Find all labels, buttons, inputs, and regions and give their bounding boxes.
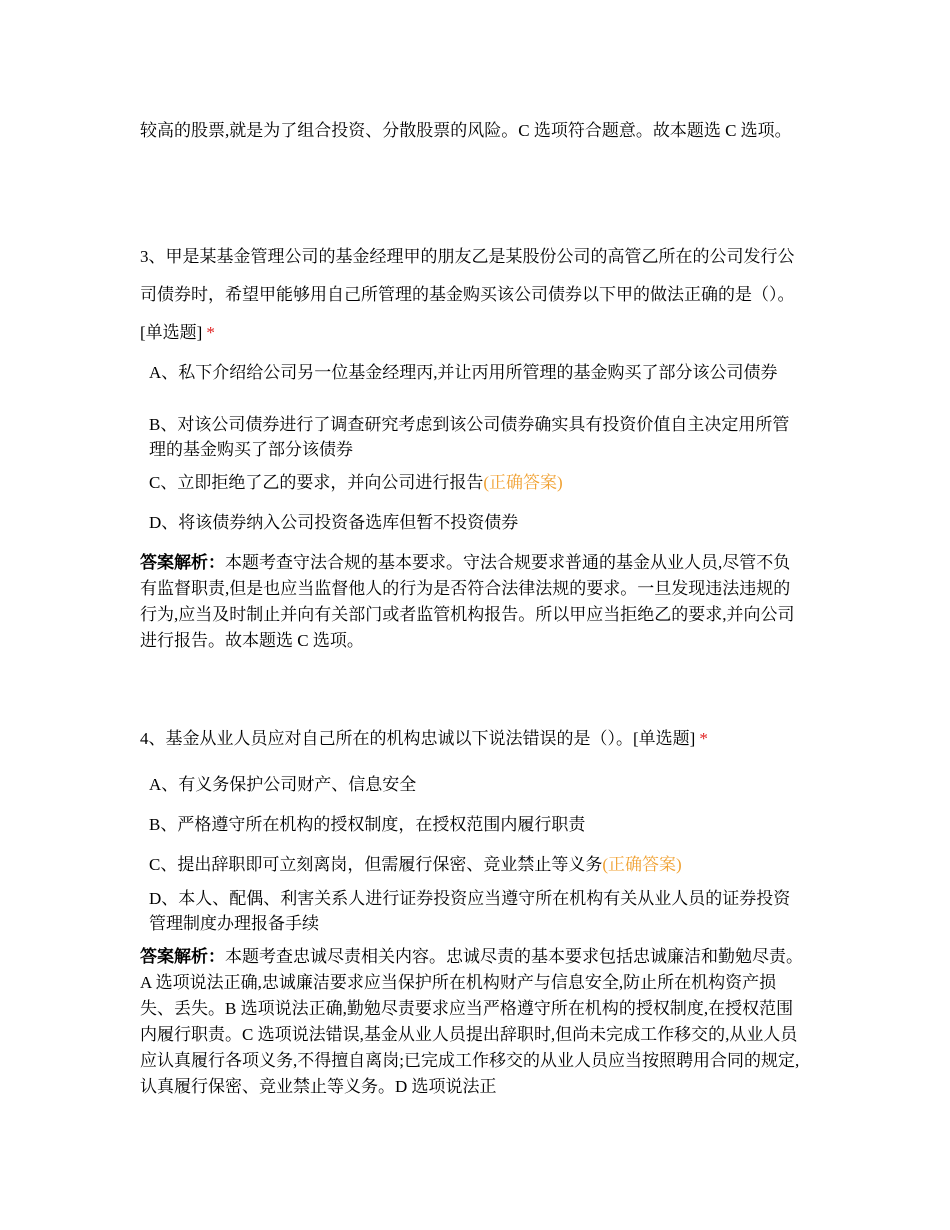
question-4-option-d[interactable] — [149, 886, 805, 936]
question-3-option-a[interactable] — [149, 360, 805, 385]
question-4-option-c[interactable] — [149, 852, 805, 877]
analysis-paragraph — [140, 550, 805, 654]
option-c-label: C、立即拒绝了乙的要求，并向公司进行报告 — [149, 473, 484, 492]
question-4-option-a[interactable] — [149, 772, 805, 797]
intro-paragraph — [140, 118, 805, 144]
required-marker: * — [699, 729, 708, 748]
analysis-label: 答案解析： — [140, 553, 225, 572]
option-d-label: D、本人、配偶、利害关系人进行证券投资应当遵守所在机构有关从业人员的证券投资管理制度办理报备手续 — [149, 889, 791, 933]
analysis-label: 答案解析： — [140, 947, 225, 966]
question-4-option-b[interactable] — [149, 812, 805, 837]
question-3-title — [140, 238, 805, 352]
analysis-paragraph — [140, 944, 805, 1100]
question-3-option-b[interactable] — [149, 412, 805, 462]
option-d-label: D、将该债券纳入公司投资备选库但暂不投资债券 — [149, 513, 519, 532]
option-b-label: B、对该公司债券进行了调查研究考虑到该公司债券确实具有投资价值自主决定用所管理的基金购买了部分该债券 — [149, 415, 790, 459]
question-4-title-text: 4、基金从业人员应对自己所在的机构忠诚以下说法错误的是（）。 — [140, 729, 633, 748]
analysis-text: 本题考查忠诚尽责相关内容。忠诚尽责的基本要求包括忠诚廉洁和勤勉尽责。A 选项说法正确,忠诚廉洁要求应当保护所在机构财产与信息安全,防止所在机构资产损失、丢失。B 选项说法正确,勤勉尽责要求应当严格遵守所在机构的授权制度,在授权范围内履行职责。C 选项说法错误,基金从业人员提出辞职时,但尚未完成工作移交的,从业人员应认真履行各项义务,不得擅自离岗;已完成工作移交的从业人员应当按照聘用合同的规定,认真履行保密、竞业禁止等义务。D 选项说法正 — [140, 947, 803, 1096]
option-a-label: A、私下介绍给公司另一位基金经理丙,并让丙用所管理的基金购买了部分该公司债券 — [149, 363, 778, 382]
intro-text: 较高的股票,就是为了组合投资、分散股票的风险。C 选项符合题意。故本题选 C 选项。 — [140, 121, 792, 140]
correct-answer-tag: (正确答案) — [483, 473, 563, 492]
correct-answer-tag: (正确答案) — [602, 855, 682, 874]
question-3-option-d[interactable] — [149, 510, 805, 535]
question-4-type: [单选题] — [633, 729, 696, 748]
question-3 — [140, 238, 805, 352]
question-3-title-text: 3、甲是某基金管理公司的基金经理甲的朋友乙是某股份公司的高管乙所在的公司发行公司债券时，希望甲能够用自己所管理的基金购买该公司债券以下甲的做法正确的是（）。 — [140, 247, 795, 304]
required-marker: * — [206, 323, 215, 342]
option-a-label: A、有义务保护公司财产、信息安全 — [149, 775, 417, 794]
question-3-option-c[interactable] — [149, 470, 805, 495]
question-4-title — [140, 720, 805, 758]
question-3-type: [单选题] — [140, 323, 203, 342]
question-4 — [140, 720, 805, 758]
option-c-label: C、提出辞职即可立刻离岗，但需履行保密、竞业禁止等义务 — [149, 855, 603, 874]
analysis-text: 本题考查守法合规的基本要求。守法合规要求普通的基金从业人员,尽管不负有监督职责,但是也应当监督他人的行为是否符合法律法规的要求。一旦发现违法违规的行为,应当及时制止并向有关部门或者监管机构报告。所以甲应当拒绝乙的要求,并向公司进行报告。故本题选 C 选项。 — [140, 553, 795, 650]
question-3-analysis — [140, 550, 805, 654]
question-4-analysis — [140, 944, 805, 1100]
option-b-label: B、严格遵守所在机构的授权制度，在授权范围内履行职责 — [149, 815, 586, 834]
